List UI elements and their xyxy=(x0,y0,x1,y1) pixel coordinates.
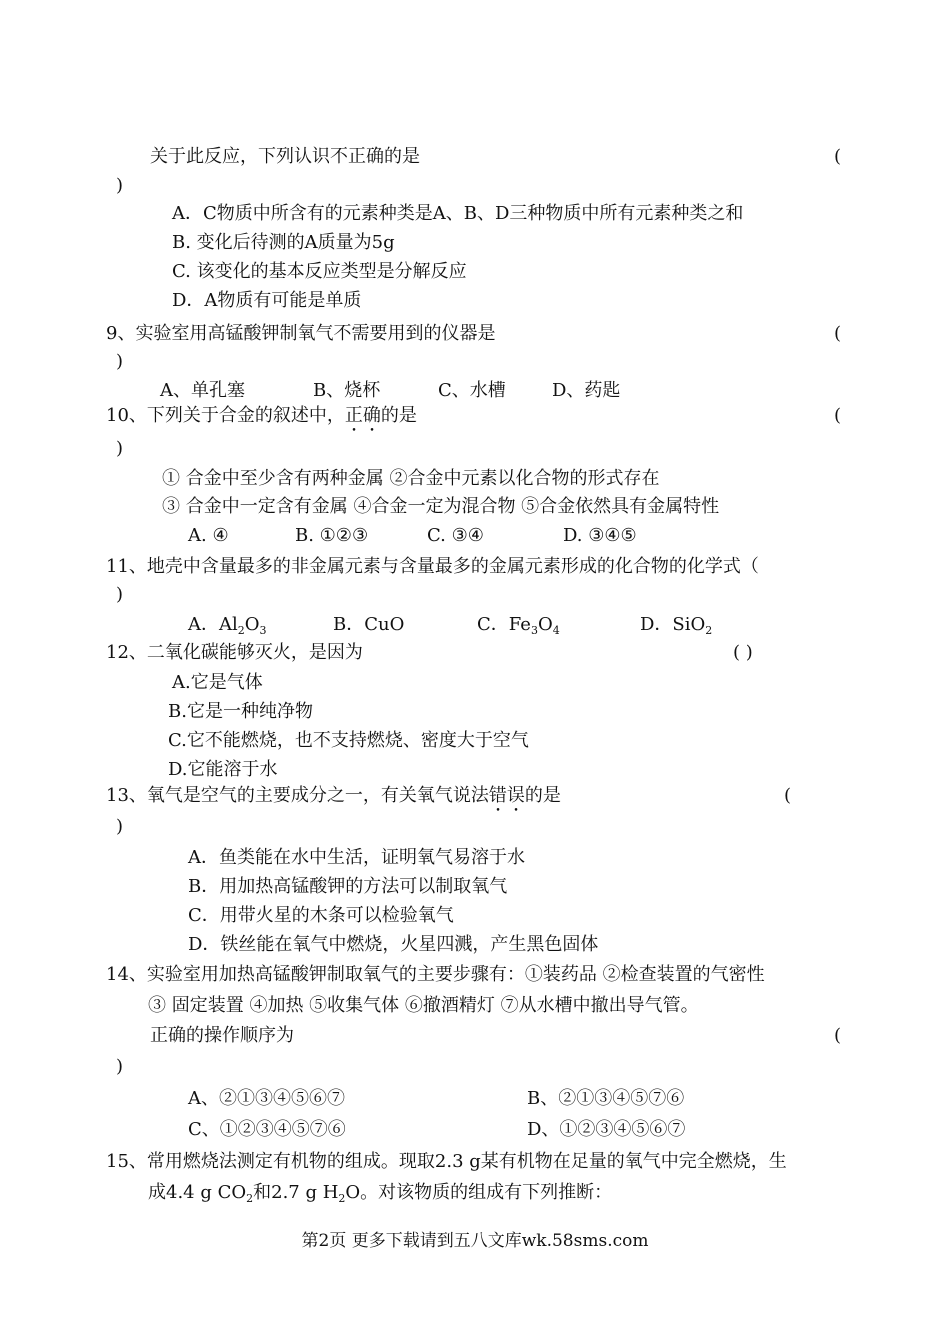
q10-option-d: D. ③④⑤ xyxy=(563,525,637,546)
q9-option-d: D、药匙 xyxy=(552,380,621,401)
page-footer: 第2页 更多下载请到五八文库wk.58sms.com xyxy=(301,1231,649,1251)
q9-paren-open: ( xyxy=(834,323,842,344)
q9-paren-close: ) xyxy=(116,351,124,372)
q14-paren-close: ) xyxy=(116,1056,124,1077)
q12-stem: 12、二氧化碳能够灭火，是因为 xyxy=(106,642,363,663)
q12-option-a: A.它是气体 xyxy=(172,672,263,693)
q10-stem-emphasis: 正确 xyxy=(344,405,381,426)
q13-option-a: A．鱼类能在水中生活，证明氧气易溶于水 xyxy=(188,847,525,868)
q13-stem-post: 的是 xyxy=(524,785,561,806)
q11-paren-close: ) xyxy=(116,584,124,605)
q15-line1: 15、常用燃烧法测定有机物的组成。现取2.3 g某有机物在足量的氧气中完全燃烧，生 xyxy=(106,1151,787,1172)
q14-stem-line2: ③ 固定装置 ④加热 ⑤收集气体 ⑥撤酒精灯 ⑦从水槽中撤出导气管。 xyxy=(148,995,699,1016)
q12-option-c: C.它不能燃烧，也不支持燃烧、密度大于空气 xyxy=(168,730,529,751)
q11-option-a xyxy=(188,614,267,642)
q13-option-d: D．铁丝能在氧气中燃烧，火星四溅，产生黑色固体 xyxy=(188,934,599,955)
q11-option-a-sub1: 2 xyxy=(237,624,245,637)
q15-line2-sub2: 2 xyxy=(338,1192,346,1205)
q15-line2-sub1: 2 xyxy=(246,1192,254,1205)
q11-option-c-sub2: 4 xyxy=(552,624,560,637)
q10-option-b: B. ①②③ xyxy=(295,525,369,546)
q9-stem: 9、实验室用高锰酸钾制氧气不需要用到的仪器是 xyxy=(106,323,496,344)
q11-option-c-text: C．Fe xyxy=(477,614,531,635)
q12-option-d: D.它能溶于水 xyxy=(168,759,278,780)
q13-paren-close: ) xyxy=(116,816,124,837)
q9-option-a: A、单孔塞 xyxy=(160,380,245,401)
q14-stem-line1: 14、实验室用加热高锰酸钾制取氧气的主要步骤有：①装药品 ②检查装置的气密性 xyxy=(106,964,765,985)
q14-paren-open: ( xyxy=(834,1025,842,1046)
q13-stem-pre: 13、氧气是空气的主要成分之一，有关氧气说法 xyxy=(106,785,489,806)
q11-option-a-mid: O xyxy=(244,614,260,635)
q13-paren-open: ( xyxy=(784,785,792,806)
q10-statements-line2: ③ 合金中一定含有金属 ④合金一定为混合物 ⑤合金依然具有金属特性 xyxy=(162,496,720,517)
q13-stem-emphasis: 错误 xyxy=(488,785,525,806)
q15-line2 xyxy=(148,1182,612,1210)
q15-line2-c: O。对该物质的组成有下列推断： xyxy=(345,1182,613,1203)
q14-stem-line3: 正确的操作顺序为 xyxy=(150,1025,294,1046)
q11-option-d xyxy=(640,614,712,642)
q11-option-d-sub: 2 xyxy=(705,624,713,637)
q8-paren-close: ) xyxy=(116,175,124,196)
q13-option-c: C．用带火星的木条可以检验氧气 xyxy=(188,905,454,926)
q8-option-c: C. 该变化的基本反应类型是分解反应 xyxy=(172,261,467,282)
q12-paren: ( ) xyxy=(733,642,753,663)
q10-stem-pre: 10、下列关于合金的叙述中， xyxy=(106,405,345,426)
q10-option-a: A. ④ xyxy=(188,525,229,546)
q13-stem xyxy=(106,785,561,816)
q14-option-b: B、②①③④⑤⑦⑥ xyxy=(527,1088,685,1109)
q10-paren-open: ( xyxy=(834,405,842,426)
q10-paren-close: ) xyxy=(116,438,124,459)
q14-option-c: C、①②③④⑤⑦⑥ xyxy=(188,1119,346,1140)
q9-option-c: C、水槽 xyxy=(438,380,506,401)
q9-option-b: B、烧杯 xyxy=(313,380,381,401)
q10-statements-line1: ① 合金中至少含有两种金属 ②合金中元素以化合物的形式存在 xyxy=(162,468,660,489)
q15-line2-a: 成4.4 g CO xyxy=(148,1182,247,1203)
q8-option-b: B. 变化后待测的A质量为5g xyxy=(172,232,395,253)
q11-option-b: B．CuO xyxy=(333,614,405,635)
q15-line2-b: 和2.7 g H xyxy=(253,1182,339,1203)
q8-stem: 关于此反应，下列认识不正确的是 xyxy=(150,146,420,167)
q11-option-c-mid: O xyxy=(537,614,553,635)
q8-option-a: A．C物质中所含有的元素种类是A、B、D三种物质中所有元素种类之和 xyxy=(172,203,744,224)
q13-option-b: B．用加热高锰酸钾的方法可以制取氧气 xyxy=(188,876,508,897)
q8-option-d: D．A物质有可能是单质 xyxy=(172,290,362,311)
q11-option-a-text: A．Al xyxy=(188,614,238,635)
q11-option-a-sub2: 3 xyxy=(259,624,267,637)
q12-option-b: B.它是一种纯净物 xyxy=(168,701,313,722)
q10-option-c: C. ③④ xyxy=(427,525,484,546)
q8-paren-open: ( xyxy=(834,146,842,167)
q14-option-d: D、①②③④⑤⑥⑦ xyxy=(527,1119,686,1140)
q11-stem: 11、地壳中含量最多的非金属元素与含量最多的金属元素形成的化合物的化学式（ xyxy=(106,556,759,577)
q10-stem xyxy=(106,405,417,436)
q11-option-d-text: D．SiO xyxy=(640,614,706,635)
q14-option-a: A、②①③④⑤⑥⑦ xyxy=(188,1088,345,1109)
q11-option-c xyxy=(477,614,560,642)
q10-stem-post: 的是 xyxy=(380,405,417,426)
q11-option-c-sub1: 3 xyxy=(530,624,538,637)
